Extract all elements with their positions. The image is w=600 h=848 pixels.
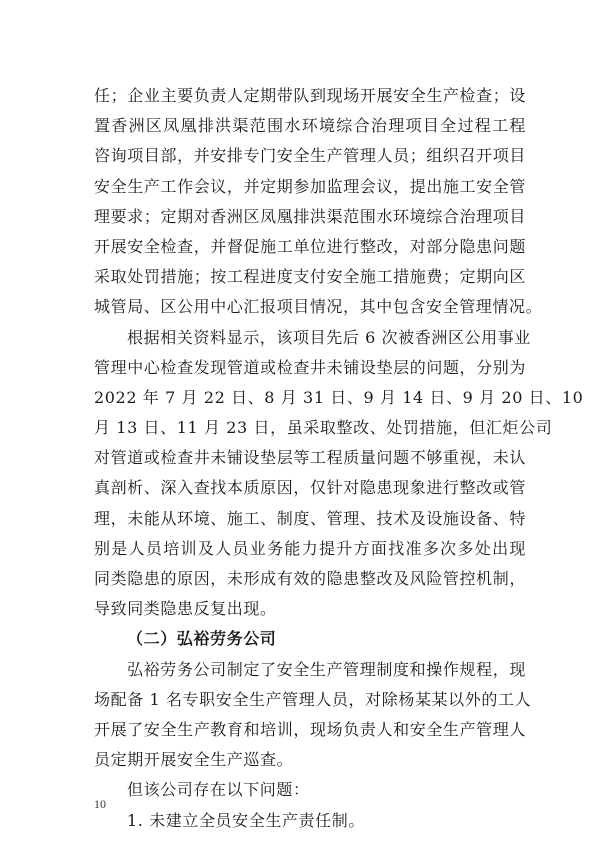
text-line: 开展安全检查，并督促施工单位进行整改，对部分隐患问题 [94,236,526,256]
paragraph-2 [94,323,584,625]
text-line: 置香洲区凤凰排洪渠范围水环境综合治理项目全过程工程 [94,116,526,136]
text-line: 同类隐患的原因，未形成有效的隐患整改及风险管控机制， [94,569,526,588]
text-line: 导致同类隐患反复出现。 [94,599,277,619]
list-item-1: 1. 未建立全员安全生产责任制。 [127,810,365,830]
text-line: 任；企业主要负责人定期带队到现场开展安全生产检查；设 [94,86,526,105]
text-line: 真剖析、深入查找本质原因，仅针对隐患现象进行整改或管 [94,478,526,498]
text-line: 员定期开展安全生产巡查。 [94,750,294,770]
page-number: 10 [94,797,106,811]
text-line: 理要求；定期对香洲区凤凰排洪渠范围水环境综合治理项目 [94,206,526,226]
text-line: 采取处罚措施；按工程进度支付安全施工措施费；定期向区 [94,267,526,287]
text-line: 对管道或检查井未铺设垫层等工程质量问题不够重视，未认 [94,448,526,468]
paragraph-3 [94,655,532,776]
text-line: 别是人员培训及人员业务能力提升方面找准多次多处出现 [94,538,526,558]
text-line: 开展了安全生产教育和培训，现场负责人和安全生产管理人 [94,719,526,739]
text-line: 安全生产工作会议，并定期参加监理会议，提出施工安全管 [94,176,526,196]
paragraph-1 [94,81,543,323]
paragraph-4: 但该公司存在以下问题： [127,780,310,800]
text-line: 月 13 日、11 月 23 日，虽采取整改、处罚措施，但汇炬公司 [94,418,553,438]
section-heading: （二）弘裕劳务公司 [127,629,277,649]
text-line: 场配备 1 名专职安全生产管理人员，对除杨某某以外的工人 [94,689,532,709]
text-line: 根据相关资料显示，该项目先后 6 次被香洲区公用事业 [127,327,531,347]
document-body [94,81,584,836]
text-line: 管理中心检查发现管道或检查井未铺设垫层的问题，分别为 [94,357,526,377]
text-line: 2022 年 7 月 22 日、8 月 31 日、9 月 14 日、9 月 20 日、10 [94,387,584,407]
text-line: 咨询项目部，并安排专门安全生产管理人员；组织召开项目 [94,146,526,166]
text-line: 城管局、区公用中心汇报项目情况，其中包含安全管理情况。 [94,297,543,317]
text-line: 弘裕劳务公司制定了安全生产管理制度和操作规程，现 [127,659,526,679]
text-line: 理，未能从环境、施工、制度、管理、技术及设施设备、特 [94,508,526,528]
